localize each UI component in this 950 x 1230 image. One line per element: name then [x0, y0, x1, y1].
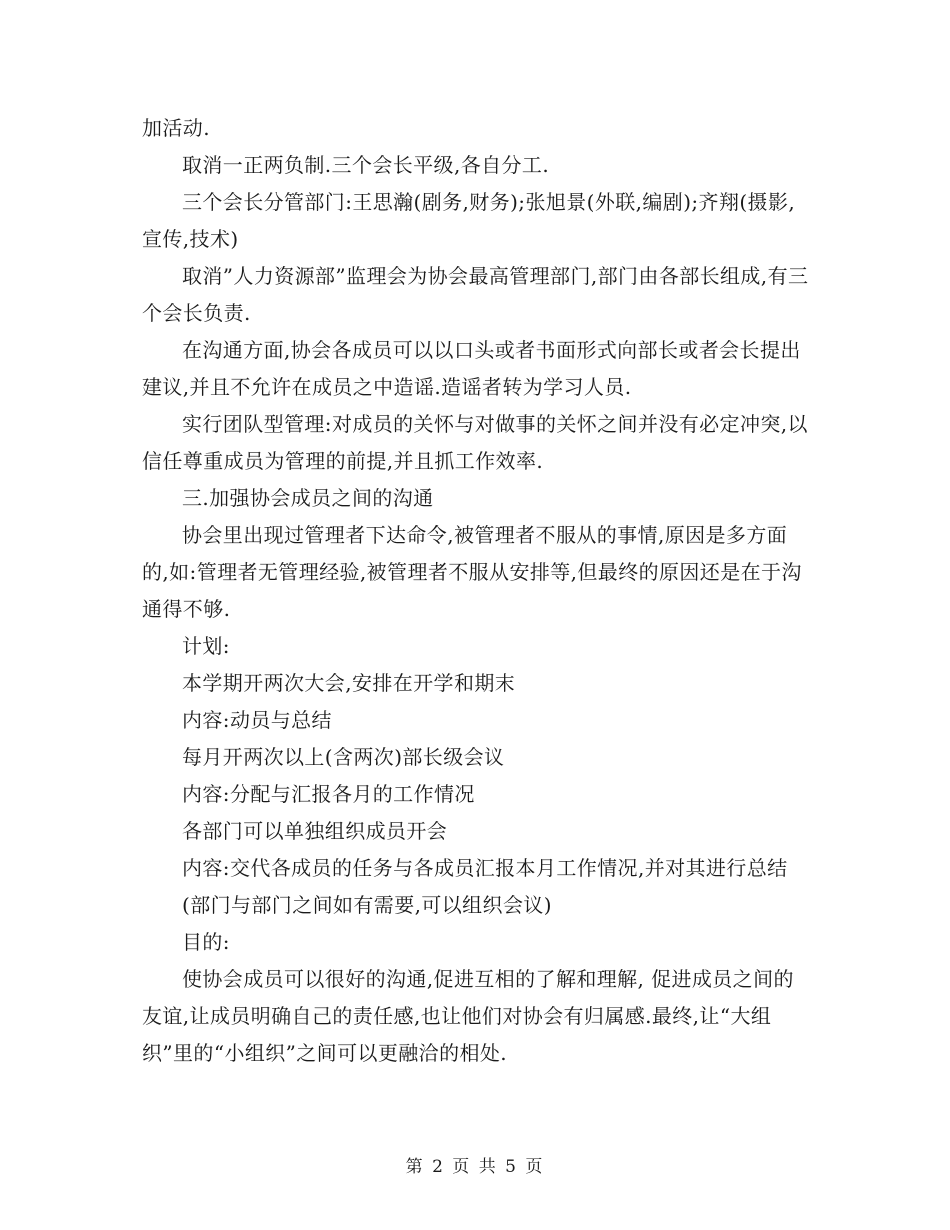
page-number-footer: 第 2 页 共 5 页	[405, 1157, 545, 1177]
paragraph-cancel-system: 取消一正两负制.三个会长平级,各自分工.	[182, 153, 550, 177]
section-heading: 三.加强协会成员之间的沟通	[182, 486, 434, 510]
paragraph-departments: 三个会长分管部门:王思瀚(剧务,财务);张旭景(外联,编剧);齐翔(摄影,宣传,技术)	[142, 190, 796, 251]
paragraph-plan-1-content: 内容:动员与总结	[182, 708, 332, 732]
paragraph-plan-2-content: 内容:分配与汇报各月的工作情况	[182, 782, 475, 806]
paragraph-team-management: 实行团队型管理:对成员的关怀与对做事的关怀之间并没有必定冲突,以信任尊重成员为管理的前提,并且抓工作效率.	[142, 412, 808, 473]
paragraph-purpose-label: 目的:	[182, 930, 230, 954]
document-body	[142, 110, 810, 1072]
paragraph-plan-3: 各部门可以单独组织成员开会	[182, 819, 448, 843]
paragraph-communication: 在沟通方面,协会各成员可以以口头或者书面形式向部长或者会长提出建议,并且不允许在成员之中造谣.造谣者转为学习人员.	[142, 338, 801, 399]
paragraph-issue: 协会里出现过管理者下达命令,被管理者不服从的事情,原因是多方面的,如:管理者无管理经验,被管理者不服从安排等,但最终的原因还是在于沟通得不够.	[142, 523, 802, 621]
paragraph-plan-label: 计划:	[182, 634, 230, 658]
paragraph-plan-2: 每月开两次以上(含两次)部长级会议	[182, 745, 505, 769]
paragraph-cancel-hr: 取消”人力资源部”监理会为协会最高管理部门,部门由各部长组成,有三个会长负责.	[142, 264, 809, 325]
paragraph-note: (部门与部门之间如有需要,可以组织会议)	[182, 893, 552, 917]
paragraph-purpose: 使协会成员可以很好的沟通,促进互相的了解和理解, 促进成员之间的友谊,让成员明确自己的责任感,也让他们对协会有归属感.最终,让“大组织”里的“小组织”之间可以更融洽的相处.	[142, 967, 794, 1065]
paragraph-plan-1: 本学期开两次大会,安排在开学和期末	[182, 671, 516, 695]
paragraph-continuation: 加活动.	[142, 116, 210, 140]
paragraph-plan-3-content: 内容:交代各成员的任务与各成员汇报本月工作情况,并对其进行总结	[182, 856, 788, 880]
